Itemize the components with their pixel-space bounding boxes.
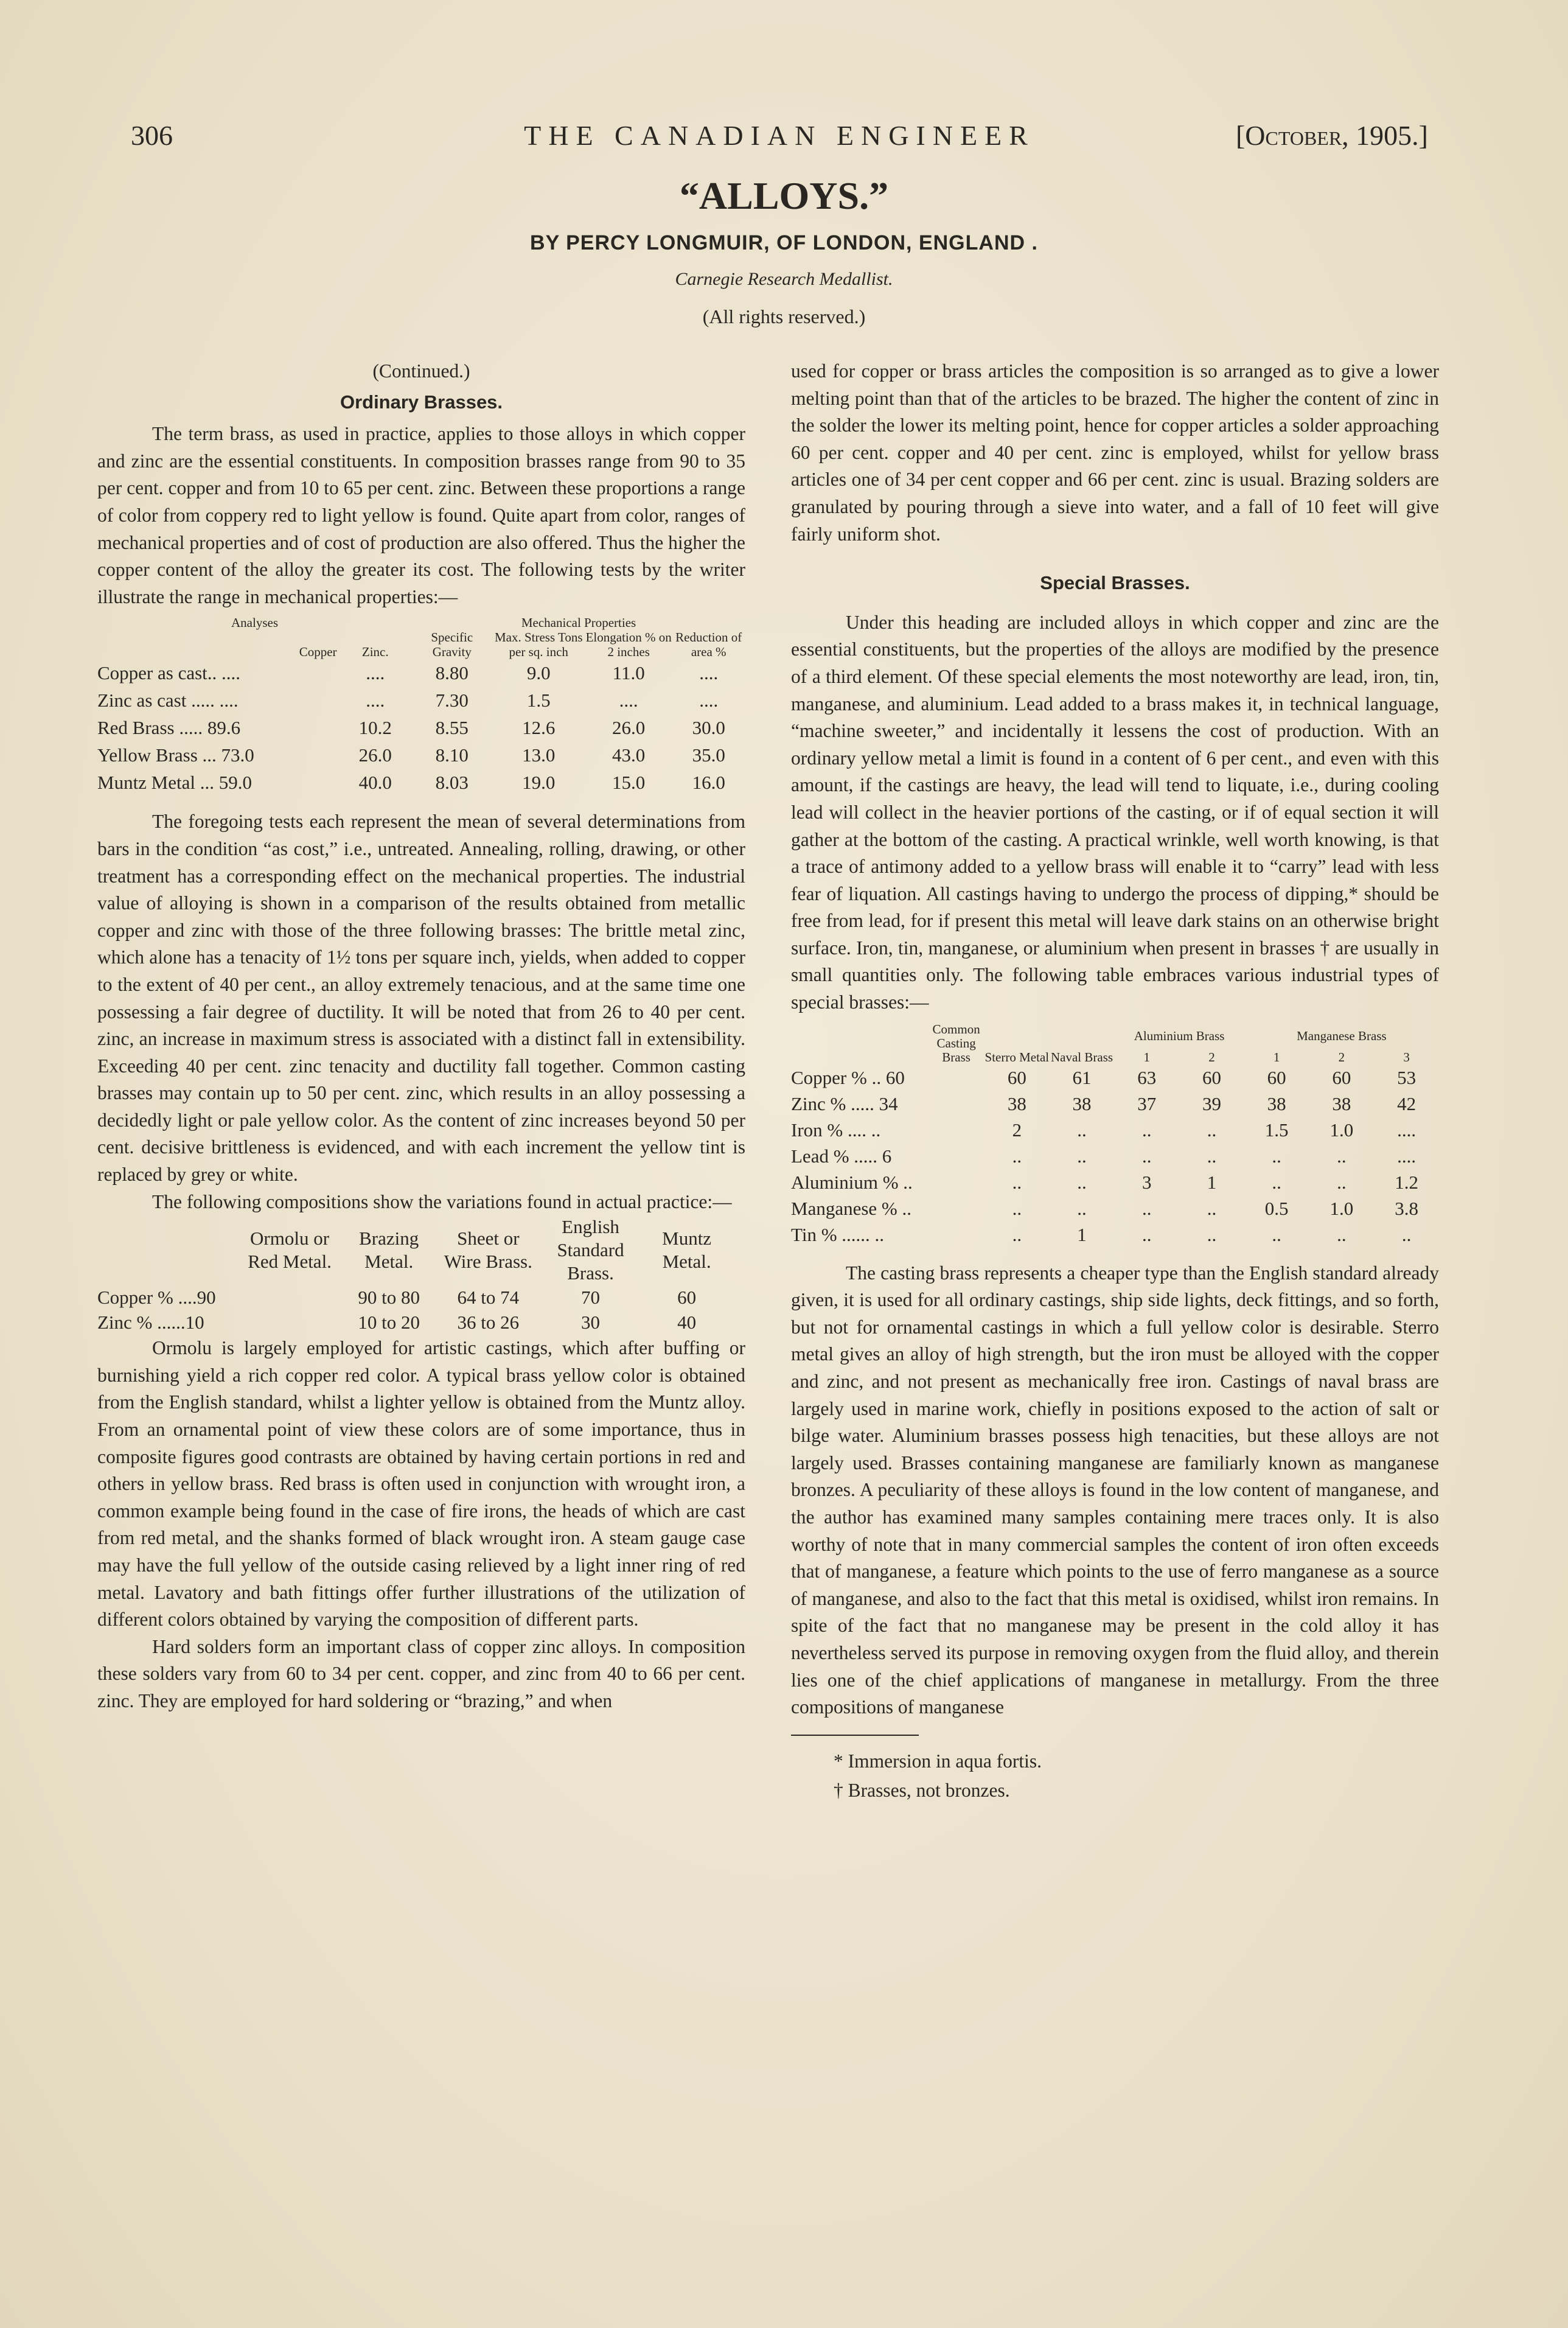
table-header: Max. Stress Tons per sq. inch [494, 630, 583, 660]
table-header: Specific Gravity [431, 630, 473, 660]
paragraph: The term brass, as used in practice, applies to those alloys in which copper and zinc are the essential constituents. In composition brasses range from 90 to 35 per cent. copper and from 10 to 65 per cent. zinc. Between these proportions a range of color from coppery red to light yellow is found. Quite apart from color, ranges of mechanical properties and of cost of production are also offered. Thus the higher the copper content of the alloy the greater its cost. The following tests by the writer illustrate the range in mechanical properties:— [97, 423, 745, 607]
table-header: Analyses [231, 615, 279, 631]
footnote-rule [791, 1735, 919, 1736]
table-header: Aluminium Brass [1134, 1029, 1225, 1044]
footnote: † Brasses, not bronzes. [834, 1779, 1010, 1801]
journal-title: THE CANADIAN ENGINEER [524, 120, 1035, 151]
table-header: Mechanical Properties [521, 615, 636, 631]
table-header: Sterro Metal [984, 1049, 1050, 1064]
table-row: Copper % .. 60 60 61 63 60 60 60 53 [791, 1066, 1416, 1088]
table-header: Elongation % on 2 inches [585, 630, 672, 660]
special-brasses-table: Common Casting Brass Sterro Metal Naval Brass Aluminium Brass Manganese Brass 1 2 1 2 3 Copper % .. 60 60 61 63 60 60 60 53 Zinc % ..... 34 38 38 37 39 38 38 42 Iron % .... .. 2 .. .. .. 1.5 1.0 .... Lead % ..... 6 .. .. .. .. .. .. .... Aluminium % .. .. .. 3 1 .. .. 1.2 Manganese % .. .. .. .. .. 0.5 1.0 3.8 Tin % ...... .. .. 1 .. .. .. .. .. [791, 1022, 1439, 1248]
table-header: Sheet or Wire Brass. [444, 1228, 532, 1273]
running-header [131, 119, 1428, 162]
table-row: Zinc % ......10 10 to 20 36 to 26 30 40 [97, 1312, 697, 1334]
table-row: Copper % ....90 90 to 80 64 to 74 70 60 [97, 1287, 697, 1309]
left-column [97, 358, 745, 1715]
section-heading-special: Special Brasses. [1040, 572, 1190, 594]
paragraph: Ormolu is largely employed for artistic castings, which after buffing or burnishing yield a rich copper red color. A typical brass yellow color is obtained from the English standard, whilst a lighter yellow is obtained from the Muntz alloy. From an ornamental point of view these colors are of some importance, thus in composite figures good contrasts are obtained by having certain portions in red and others in yellow brass. Red brass is often used in conjunction with wrought iron, a common example being found in the case of fire irons, the heads of which are cast from red metal, and the shanks formed of black wrought iron. A steam gauge case may have the full yellow of the outside casing relieved by a light inner ring of red metal. Lavatory and bath fittings offer further illustrations of the utilization of different colors obtained by varying the composition of different parts. [97, 1337, 745, 1631]
table-row: Red Brass ..... 89.6 10.2 8.55 12.6 26.0 30.0 [97, 717, 725, 739]
paragraph: The foregoing tests each represent the mean of several determinations from bars in the condition “as cost,” i.e., untreated. Annealing, rolling, drawing, or other treatment has a corresponding effect on the mechanical properties. The industrial value of alloying is shown in a comparison of the results obtained from metallic copper and zinc with those of the three following brasses: The brittle metal zinc, which alone has a tenacity of 1½ tons per square inch, yields, when added to copper to the extent of 40 per cent., an alloy extremely tenacious, and at the same time one possessing a fair degree of ductility. It will be noted that from 26 to 40 per cent. zinc, an increase in maximum stress is associated with a distinct fall in extensibility. Exceeding 40 per cent. zinc tenacity and ductility fall together. Common casting brasses may contain up to 50 per cent. zinc, which results in an alloy possessing a decidedly light or pale yellow color. As the content of zinc increases beyond 50 per cent. decisive brittleness is evidenced, and with each increment the yellow tint is replaced by grey or white. [97, 811, 745, 1186]
table-header: Reduction of area % [675, 630, 742, 660]
table-header: Common Casting Brass [932, 1021, 980, 1064]
table-header: Muntz Metal. [662, 1228, 712, 1273]
issue-date: [October, 1905.] [1235, 120, 1428, 151]
table-row: Aluminium % .. .. .. 3 1 .. .. 1.2 [791, 1171, 1418, 1193]
mechanical-properties-table [97, 615, 745, 796]
page-number: 306 [131, 120, 173, 151]
article-title: “ALLOYS.” [679, 174, 889, 217]
table-header: Copper [299, 645, 337, 660]
section-heading-ordinary: Ordinary Brasses. [340, 391, 503, 413]
table-header: Brazing Metal. [359, 1228, 419, 1273]
paragraph: Under this heading are included alloys in which copper and zinc are the essential constituents, but the properties of the alloys are modified by the presence of a third element. Of these special elements the most noteworthy are lead, iron, tin, manganese, and aluminium. Lead added to a brass makes it, in technical language, “machine sweeter,” and incidentally it lessens the cost of production. With an ordinary yellow metal a limit is found in a content of 6 per cent., and even with this amount, if the castings are heavy, the lead will tend to liquate, i.e., during cooling lead will collect in the heavier portions of the casting, or if of equal section it will gather at the bottom of the casting. A practical wrinkle, well worth knowing, is that a trace of antimony added to a yellow brass will enable it to “carry” lead with less fear of liquation. All castings having to undergo the process of dipping,* should be free from lead, for if present this metal will leave dark stains on an otherwise bright surface. Iron, tin, manganese, or aluminium when present in brasses † are usually in small quantities only. The following table embraces various industrial types of special brasses:— [791, 611, 1439, 1013]
table-row: Copper as cast.. .... .... 8.80 9.0 11.0 .... [97, 662, 719, 684]
table-header: English Standard Brass. [557, 1216, 624, 1284]
table-header: Naval Brass [1051, 1049, 1113, 1064]
compositions-table [97, 1215, 730, 1335]
right-column [791, 358, 1439, 1805]
table-row: Zinc as cast ..... .... .... 7.30 1.5 .... .... [97, 690, 719, 711]
paragraph: Hard solders form an important class of copper zinc alloys. In composition these solders vary from 60 to 34 per cent. copper, and zinc from 40 to 66 per cent. zinc. They are employed for hard soldering or “brazing,” and when [97, 1635, 745, 1711]
continued-label: (Continued.) [372, 360, 470, 382]
paragraph: used for copper or brass articles the composition is so arranged as to give a lower melting point than that of the articles to be brazed. The higher the content of zinc in the solder the lower its melting point, hence for copper articles a solder approaching 60 per cent. copper and 40 per cent. zinc is employed, whilst for yellow brass articles one of 34 per cent copper and 66 per cent. zinc is usual. Brazing solders are granulated by pouring through a sieve into water, and a fall of 10 feet will give fairly uniform shot. [791, 360, 1439, 545]
table-row: Lead % ..... 6 .. .. .. .. .. .. .... [791, 1145, 1416, 1167]
table-row: Iron % .... .. 2 .. .. .. 1.5 1.0 .... [791, 1119, 1416, 1141]
table-row: Tin % ...... .. .. 1 .. .. .. .. .. [791, 1223, 1412, 1245]
author-byline: BY PERCY LONGMUIR, OF LONDON, ENGLAND . [530, 231, 1038, 254]
paragraph: The casting brass represents a cheaper type than the English standard already given, it is used for all ordinary castings, ship side lights, deck fittings, and so forth, but not for ornamental castings in which a full yellow color is desirable. Sterro metal gives an alloy of high strength, but the iron must be alloyed with the copper and zinc, and not present as mechanically free iron. Castings of naval brass are largely used in marine work, chiefly in positions exposed to the action of salt or bilge water. Aluminium brasses possess high tenacities, but these alloys are not largely used. Brasses containing manganese are familiarly known as manganese bronzes. A peculiarity of these alloys is found in the low content of manganese, and the author has examined many samples containing mere traces only. It is also worthy of note that in many commercial samples the content of iron often exceeds that of manganese, a feature which points to the use of ferro manganese as a source of manganese, and also to the fact that this metal is oxidised, whilst iron remains. In spite of the fact that no manganese may be present in the cold alloy it has nevertheless served its purpose in removing oxygen from the fluid alloy, and therein lies one of the chief applications of manganese in metallurgy. From the three compositions of manganese [791, 1262, 1439, 1718]
paragraph: The following compositions show the variations found in actual practice:— [152, 1190, 732, 1212]
author-credential: Carnegie Research Medallist. [675, 269, 893, 289]
footnote: * Immersion in aqua fortis. [834, 1750, 1042, 1772]
table-row: Yellow Brass ... 73.0 26.0 8.10 13.0 43.0 35.0 [97, 744, 725, 766]
table-row: Zinc % ..... 34 38 38 37 39 38 38 42 [791, 1092, 1416, 1114]
rights-notice: (All rights reserved.) [702, 306, 866, 327]
table-header: Zinc. [361, 645, 389, 660]
table-row: Manganese % .. .. .. .. .. 0.5 1.0 3.8 [791, 1197, 1418, 1219]
table-row: Muntz Metal ... 59.0 40.0 8.03 19.0 15.0 16.0 [97, 772, 725, 794]
table-header: Ormolu or Red Metal. [248, 1228, 332, 1273]
table-header: Manganese Brass [1297, 1029, 1387, 1044]
